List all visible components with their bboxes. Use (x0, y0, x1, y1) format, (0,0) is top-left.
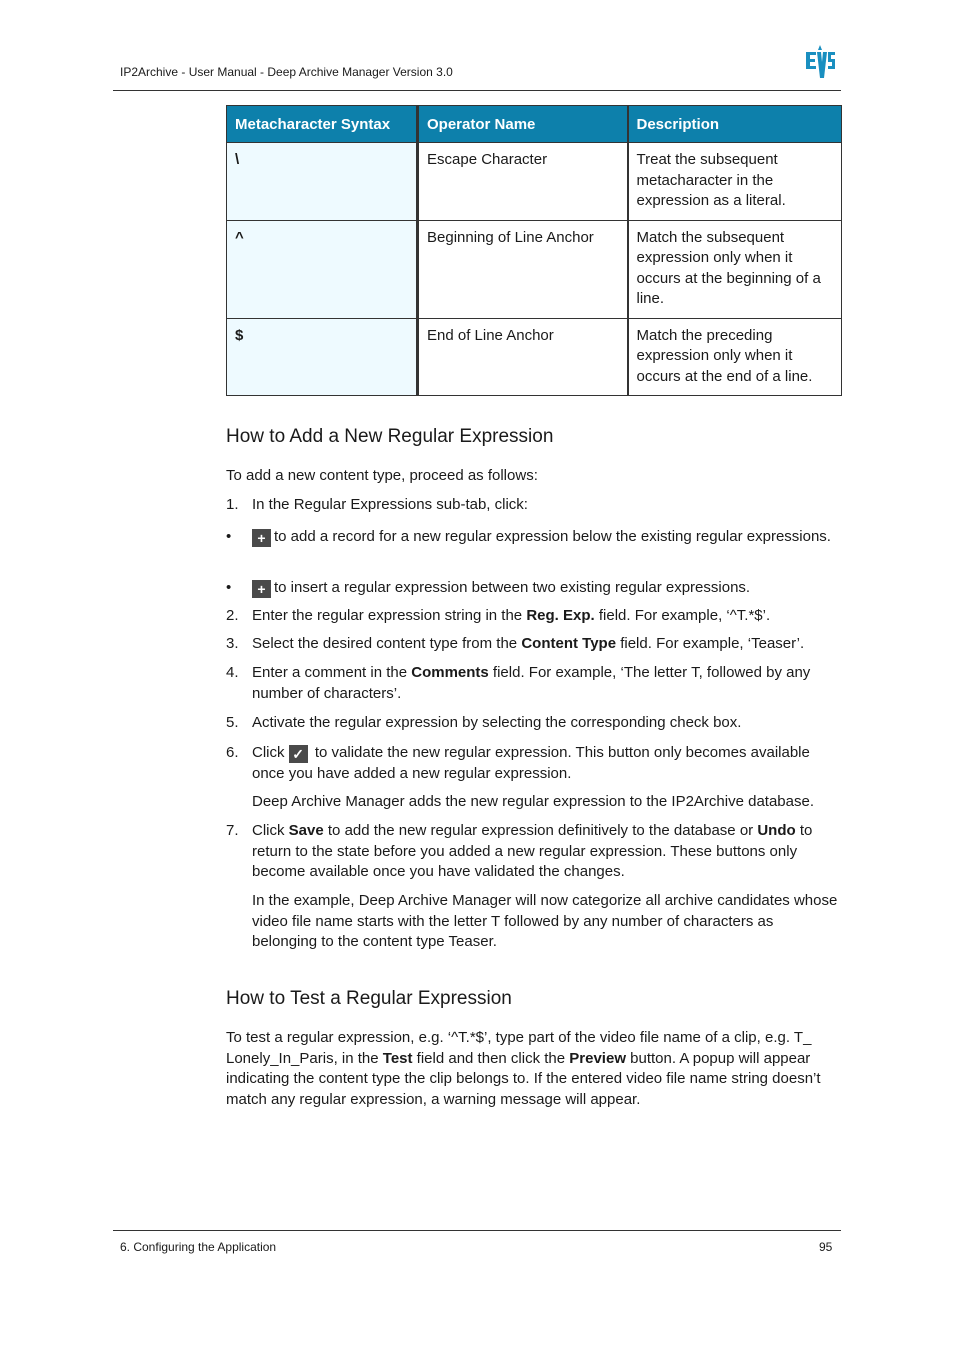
step-number: 6. (226, 744, 239, 761)
header-title: IP2Archive - User Manual - Deep Archive Manager Version 3.0 (120, 65, 453, 79)
validate-check-icon: ✓ (289, 745, 308, 763)
ui-field-name: Reg. Exp. (526, 607, 595, 624)
syntax-cell: $ (227, 318, 418, 396)
footer-rule (113, 1230, 841, 1231)
step-number: 2. (226, 607, 239, 624)
step-number: 3. (226, 635, 239, 652)
syntax-cell: \ (227, 143, 418, 221)
step-text: Select the desired content type from the (252, 635, 522, 652)
step-number: 5. (226, 714, 239, 731)
paragraph-text: field and then click the (412, 1049, 570, 1067)
ui-field-name: Comments (411, 664, 489, 681)
step-number: 7. (226, 822, 239, 839)
ui-field-name: Test (382, 1049, 413, 1067)
metacharacter-table (226, 105, 842, 396)
column-header: Operator Name (418, 106, 628, 143)
header-rule (113, 90, 841, 91)
step-text: Enter a comment in the (252, 664, 412, 681)
insert-record-icon: + (252, 580, 271, 598)
operator-name-cell: End of Line Anchor (418, 318, 628, 396)
note-text: Deep Archive Manager adds the new regular expression to the IP2Archive database. (252, 793, 815, 810)
column-header: Description (628, 106, 842, 143)
operator-name-cell: Escape Character (418, 143, 628, 221)
syntax-cell: ^ (227, 220, 418, 318)
ui-button-name: Undo (757, 822, 796, 839)
bullet-marker: • (226, 579, 232, 596)
ui-button-name: Save (288, 822, 324, 839)
table-row (227, 318, 842, 396)
operator-name-cell: Beginning of Line Anchor (418, 220, 628, 318)
step-text: Enter the regular expression string in the (252, 607, 527, 624)
description-cell: Match the subsequent expression only when it occurs at the beginning of a line. (628, 220, 842, 318)
description-cell: Treat the subsequent metacharacter in the expression as a literal. (628, 143, 842, 221)
bullet-marker: • (226, 528, 232, 545)
add-record-icon: + (252, 529, 271, 547)
step-text: to add the new regular expression definitively to the database or (323, 822, 758, 839)
step-text: to validate the new regular expression. This button only becomes available once you have added a new regular expression. (252, 744, 810, 782)
table-header-row (227, 106, 842, 143)
intro-text: To add a new content type, proceed as follows: (226, 467, 538, 484)
bullet-text: to add a record for a new regular expression below the existing regular expressions. (274, 528, 831, 545)
step-number: 1. (226, 496, 239, 513)
step-text: field. For example, ‘Teaser’. (616, 635, 805, 652)
paragraph-text: button. A popup will appear indicating the content type the clip belongs to. If the entered video file name string doesn’t match any regular expression, a warning message will appear. (226, 1049, 821, 1108)
note-text: In the example, Deep Archive Manager will now categorize all archive candidates whose video file name starts with the letter T followed by any number of characters as belonging to the content type Teaser. (252, 892, 838, 950)
step-text: Click (252, 822, 289, 839)
step-text: field. For example, ‘The letter T, followed by any number of characters’. (252, 664, 811, 702)
footer-chapter: 6. Configuring the Application (120, 1240, 277, 1254)
bullet-text: to insert a regular expression between two existing regular expressions. (274, 579, 751, 596)
section-heading-add: How to Add a New Regular Expression (226, 426, 554, 447)
step-text: Click (252, 744, 289, 761)
step-text: Activate the regular expression by selecting the corresponding check box. (252, 714, 742, 731)
table-row (227, 220, 842, 318)
step-number: 4. (226, 664, 239, 681)
step-text: to return to the state before you added a new regular expression. These buttons only become available once you have validated the changes. (252, 822, 813, 880)
description-cell: Match the preceding expression only when it occurs at the end of a line. (628, 318, 842, 396)
section-heading-test: How to Test a Regular Expression (226, 988, 512, 1009)
step-text: In the Regular Expressions sub-tab, click: (252, 496, 528, 513)
ui-button-name: Preview (569, 1049, 626, 1067)
ui-field-name: Content Type (521, 635, 617, 652)
test-paragraph (226, 1028, 841, 1110)
paragraph-text: To test a regular expression, e.g. ‘^T.*$’, type part of the video file name of a clip, e.g. T_ Lonely_In_Paris, in the (226, 1029, 812, 1067)
table-row (227, 143, 842, 221)
evs-logo (804, 44, 836, 82)
step-text: field. For example, ‘^T.*$’. (594, 607, 771, 624)
column-header: Metacharacter Syntax (227, 106, 418, 143)
page-number: 95 (819, 1240, 833, 1254)
